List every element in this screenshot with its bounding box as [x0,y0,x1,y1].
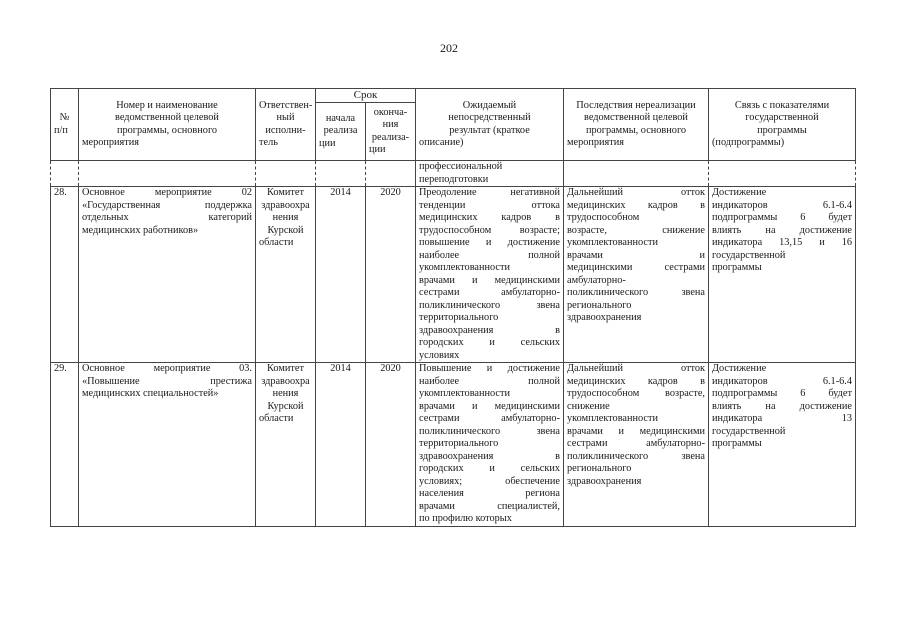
text-line: Курской [267,224,304,236]
table-row [51,187,856,363]
text-line: области [259,413,294,424]
header-end [366,103,416,161]
text-line: здравоохранения [567,475,642,487]
text-line: реализа- [371,131,410,143]
row-end-year: 2020 [366,363,416,527]
table-row-continuation [51,161,856,187]
text-line: медицинскими сестрами [567,262,705,273]
row-number: 29. [51,363,79,527]
text-line: области [259,237,294,248]
text-line: медицинских специальностей» [82,388,219,399]
row-responsible [256,363,316,527]
text-line: территориального [419,312,499,323]
text-line: тенденции оттока [419,199,560,211]
text-line: Достижение [712,187,767,198]
text-line: здравоохранения в [419,324,560,336]
text-line: укомплектованности [419,388,510,399]
text-line: Повышение и достижение [419,363,560,374]
text-line: государственной [712,249,786,261]
continuation-cell [416,161,564,187]
text-line: ный [276,112,295,123]
text-line: «Государственная поддержка [82,199,252,211]
text-line: снижение [567,400,610,412]
text-line: Ожидаемый [462,99,517,111]
page-number: 202 [440,41,458,55]
text-line: Курской [267,400,304,412]
text-line: «Повышение престижа [82,375,252,387]
text-line: регионального [567,299,632,311]
text-line: переподготовки [419,173,489,185]
text-line: непосредственный [448,112,531,123]
text-line: медицинских кадров в [419,212,560,223]
text-line: здравоохранения [567,312,642,323]
row-consequences [564,363,709,527]
text-line: городских и сельских [419,337,560,348]
row-number: 28. [51,187,79,363]
text-line: ции [319,137,336,149]
text-line: влиять на достижение [712,224,852,236]
text-line: индикаторов 6.1-6.4 [712,199,852,211]
header-start [316,103,366,161]
text-line: нения [272,212,299,223]
text-line: ции [369,144,386,155]
text-line: сестрами амбулаторно- [567,438,705,449]
text-line: Преодоление негативной [419,187,560,198]
text-line: государственной [745,112,819,123]
text-line: возрасте, снижение [567,224,705,236]
row-expected [416,187,564,363]
header-link [709,89,856,161]
text-line: ведомственной целевой [584,112,688,123]
table-row [51,363,856,527]
text-line: условиях [419,349,460,361]
text-line: медицинских кадров в [567,199,705,211]
text-line: подпрограммы 6 будет [712,212,852,223]
text-line: сестрами амбулаторно- [419,413,560,424]
text-line: врачами и медицинскими [419,400,560,412]
text-line: населения региона [419,488,560,499]
text-line: профессиональной [419,161,503,172]
text-line: медицинских работников» [82,224,199,236]
header-name [79,89,256,161]
text-line: поликлинического звена [567,287,705,298]
row-consequences [564,187,709,363]
text-line: трудоспособном возрасте, [567,388,705,399]
text-line: программы [712,262,762,273]
row-expected [416,363,564,527]
header-consequences [564,89,709,161]
text-line: Комитет [267,187,304,198]
row-link [709,187,856,363]
text-line: влиять на достижение [712,400,852,412]
text-line: Достижение [712,363,767,374]
text-line: начала [325,112,356,124]
text-line: Номер и наименование [116,99,218,111]
program-table [50,88,856,527]
text-line: трудоспособном [567,212,640,223]
text-line: наиболее полной [419,375,560,387]
text-line: (подпрограммы) [712,137,785,148]
row-start-year: 2014 [316,363,366,527]
text-line: по профилю которых [419,513,512,524]
text-line: нения [272,388,299,399]
text-line: индикатора 13 [712,413,852,424]
text-line: реализа [323,125,358,137]
text-line: оконча- [373,106,408,118]
text-line: здравоохра [261,199,310,211]
text-line: Комитет [267,363,304,374]
text-line: Последствия нереализации [576,99,696,111]
text-line: врачами и [567,249,705,261]
text-line: Дальнейший отток [567,363,705,374]
text-line: программы, основного [585,124,687,136]
header-term: Срок [316,89,416,103]
text-line: мероприятия [82,137,140,148]
text-line: программы [712,438,762,449]
text-line: отдельных категорий [82,212,252,223]
text-line: поликлинического звена [567,450,705,462]
text-line: № [59,112,70,123]
text-line: Основное мероприятие 03. [82,363,252,374]
text-line: мероприятия [567,137,625,148]
text-line: укомплектованности [567,413,658,424]
text-line: сестрами амбулаторно- [419,287,560,298]
text-line: врачами и медицинскими [567,425,705,437]
text-line: укомплектованности [419,262,510,273]
text-line: укомплектованности [567,237,658,248]
text-line: медицинских кадров в [567,375,705,387]
text-line: здравоохра [261,375,310,387]
text-line: здравоохранения в [419,450,560,462]
header-num [51,89,79,161]
text-line: Связь с показателями [734,99,830,111]
text-line: Ответствен- [259,99,313,111]
text-line: трудоспособном возрасте; [419,224,560,236]
header-expected [416,89,564,161]
row-name [79,363,256,527]
text-line: врачами и медицинскими [419,274,560,286]
text-line: повышение и достижение [419,237,560,248]
text-line: результат (краткое [449,124,530,136]
text-line: поликлинического звена [419,299,560,311]
text-line: территориального [419,438,499,449]
text-line: тель [259,137,278,148]
text-line: ния [382,119,399,130]
text-line: ведомственной целевой [115,112,219,123]
text-line: амбулаторно- [567,274,626,286]
row-name [79,187,256,363]
text-line: программы, основного [116,124,218,136]
text-line: условиях; обеспечение [419,475,560,487]
text-line: индикатора 13,15 и 16 [712,237,852,248]
text-line: врачами специалистей, [419,500,560,512]
row-start-year: 2014 [316,187,366,363]
header-responsible [256,89,316,161]
row-end-year: 2020 [366,187,416,363]
text-line: описание) [419,137,464,148]
text-line: регионального [567,463,632,474]
text-line: индикаторов 6.1-6.4 [712,375,852,387]
text-line: исполни- [265,124,306,136]
text-line: наиболее полной [419,249,560,261]
text-line: подпрограммы 6 будет [712,388,852,399]
text-line: городских и сельских [419,463,560,474]
row-responsible [256,187,316,363]
row-link [709,363,856,527]
text-line: Основное мероприятие 02 [82,187,252,198]
text-line: Дальнейший отток [567,187,705,198]
text-line: поликлинического звена [419,425,560,437]
text-line: программы [757,124,807,136]
text-line: государственной [712,425,786,437]
text-line: п/п [54,124,68,136]
